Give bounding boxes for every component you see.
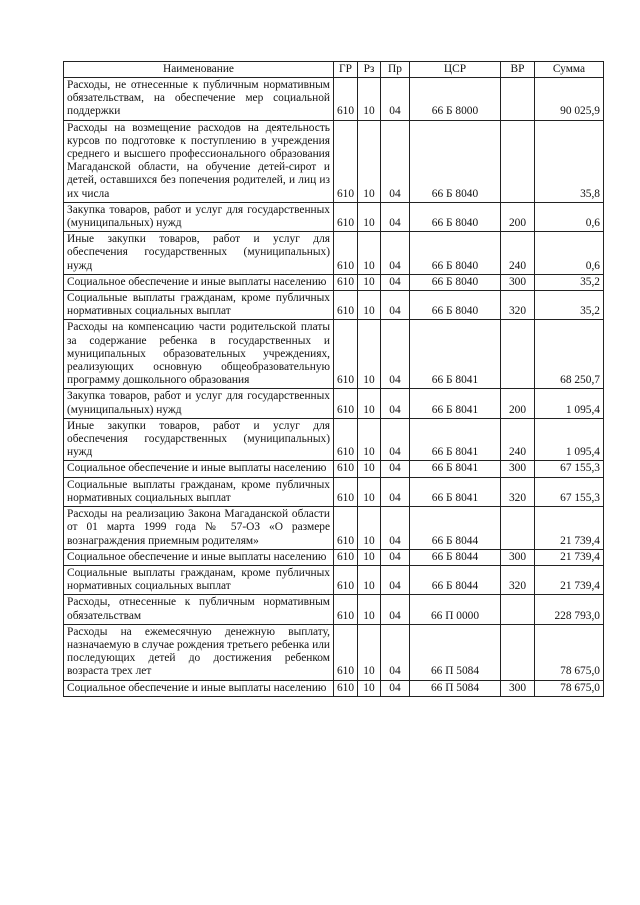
- cell-gr: 610: [334, 202, 358, 231]
- cell-name: Социальное обеспечение и иные выплаты населению: [64, 549, 334, 565]
- cell-csr: 66 Б 8041: [410, 418, 501, 461]
- cell-csr: 66 Б 8040: [410, 291, 501, 320]
- cell-gr: 610: [334, 624, 358, 680]
- cell-name: Социальное обеспечение и иные выплаты населению: [64, 680, 334, 696]
- cell-vr: 240: [501, 232, 535, 275]
- cell-gr: 610: [334, 291, 358, 320]
- cell-vr: 300: [501, 680, 535, 696]
- cell-csr: 66 П 5084: [410, 624, 501, 680]
- cell-csr: 66 Б 8040: [410, 120, 501, 202]
- cell-vr: [501, 320, 535, 389]
- cell-gr: 610: [334, 78, 358, 121]
- cell-rz: 10: [358, 461, 381, 477]
- cell-csr: 66 П 5084: [410, 680, 501, 696]
- cell-rz: 10: [358, 507, 381, 550]
- cell-csr: 66 Б 8040: [410, 202, 501, 231]
- header-gr: ГР: [334, 62, 358, 78]
- cell-vr: 320: [501, 477, 535, 506]
- cell-sum: 21 739,4: [535, 565, 604, 594]
- cell-name: Расходы на ежемесячную денежную выплату, назначаемую в случае рождения третьего ребенка или последующих детей до достижения ребенком возраста трех лет: [64, 624, 334, 680]
- cell-rz: 10: [358, 549, 381, 565]
- cell-pr: 04: [381, 477, 410, 506]
- table-row: [64, 507, 604, 550]
- cell-pr: 04: [381, 291, 410, 320]
- table-row: [64, 549, 604, 565]
- cell-csr: 66 Б 8041: [410, 477, 501, 506]
- table-header-row: [64, 62, 604, 78]
- cell-gr: 610: [334, 320, 358, 389]
- cell-gr: 610: [334, 418, 358, 461]
- cell-name: Иные закупки товаров, работ и услуг для обеспечения государственных (муниципальных) нужд: [64, 418, 334, 461]
- cell-pr: 04: [381, 624, 410, 680]
- cell-gr: 610: [334, 549, 358, 565]
- cell-sum: 35,2: [535, 291, 604, 320]
- cell-sum: 78 675,0: [535, 680, 604, 696]
- cell-pr: 04: [381, 418, 410, 461]
- header-csr: ЦСР: [410, 62, 501, 78]
- cell-name: Закупка товаров, работ и услуг для государственных (муниципальных) нужд: [64, 202, 334, 231]
- cell-name: Социальное обеспечение и иные выплаты населению: [64, 274, 334, 290]
- table-row: [64, 477, 604, 506]
- cell-sum: 21 739,4: [535, 507, 604, 550]
- budget-table: [63, 61, 604, 697]
- cell-name: Расходы, отнесенные к публичным нормативным обязательствам: [64, 595, 334, 624]
- cell-sum: 35,2: [535, 274, 604, 290]
- cell-gr: 610: [334, 477, 358, 506]
- cell-gr: 610: [334, 507, 358, 550]
- table-row: [64, 274, 604, 290]
- cell-sum: 67 155,3: [535, 477, 604, 506]
- cell-name: Расходы на реализацию Закона Магаданской области от 01 марта 1999 года № 57-ОЗ «О размере вознаграждения приемным родителям»: [64, 507, 334, 550]
- cell-vr: 240: [501, 418, 535, 461]
- cell-vr: 300: [501, 549, 535, 565]
- cell-csr: 66 Б 8044: [410, 565, 501, 594]
- cell-rz: 10: [358, 595, 381, 624]
- cell-sum: 35,8: [535, 120, 604, 202]
- cell-vr: [501, 120, 535, 202]
- cell-vr: 320: [501, 565, 535, 594]
- cell-rz: 10: [358, 320, 381, 389]
- table-row: [64, 232, 604, 275]
- cell-rz: 10: [358, 680, 381, 696]
- cell-name: Иные закупки товаров, работ и услуг для обеспечения государственных (муниципальных) нужд: [64, 232, 334, 275]
- cell-sum: 0,6: [535, 202, 604, 231]
- cell-sum: 0,6: [535, 232, 604, 275]
- table-row: [64, 624, 604, 680]
- header-sum: Сумма: [535, 62, 604, 78]
- cell-gr: 610: [334, 680, 358, 696]
- cell-csr: 66 Б 8041: [410, 320, 501, 389]
- cell-pr: 04: [381, 507, 410, 550]
- cell-rz: 10: [358, 120, 381, 202]
- cell-sum: 1 095,4: [535, 418, 604, 461]
- table-row: [64, 291, 604, 320]
- cell-vr: 300: [501, 461, 535, 477]
- cell-vr: [501, 595, 535, 624]
- table-row: [64, 680, 604, 696]
- cell-csr: 66 Б 8040: [410, 274, 501, 290]
- cell-sum: 68 250,7: [535, 320, 604, 389]
- cell-gr: 610: [334, 565, 358, 594]
- cell-pr: 04: [381, 202, 410, 231]
- table-row: [64, 461, 604, 477]
- cell-name: Социальные выплаты гражданам, кроме публичных нормативных социальных выплат: [64, 565, 334, 594]
- cell-gr: 610: [334, 274, 358, 290]
- cell-csr: 66 Б 8044: [410, 507, 501, 550]
- cell-rz: 10: [358, 202, 381, 231]
- cell-pr: 04: [381, 389, 410, 418]
- cell-name: Закупка товаров, работ и услуг для государственных (муниципальных) нужд: [64, 389, 334, 418]
- header-name: Наименование: [64, 62, 334, 78]
- cell-sum: 1 095,4: [535, 389, 604, 418]
- cell-name: Расходы на компенсацию части родительской платы за содержание ребенка в государственных и муниципальных образовательных учреждениях, реализующих основную общеобразовательную программу дошкольного образования: [64, 320, 334, 389]
- table-row: [64, 418, 604, 461]
- header-pr: Пр: [381, 62, 410, 78]
- cell-vr: [501, 507, 535, 550]
- cell-vr: 200: [501, 389, 535, 418]
- cell-gr: 610: [334, 461, 358, 477]
- cell-vr: 200: [501, 202, 535, 231]
- cell-csr: 66 Б 8041: [410, 389, 501, 418]
- cell-pr: 04: [381, 595, 410, 624]
- budget-table-page: [63, 61, 603, 697]
- table-row: [64, 202, 604, 231]
- cell-vr: 300: [501, 274, 535, 290]
- cell-csr: 66 Б 8040: [410, 232, 501, 275]
- cell-pr: 04: [381, 78, 410, 121]
- table-row: [64, 78, 604, 121]
- cell-rz: 10: [358, 78, 381, 121]
- cell-rz: 10: [358, 477, 381, 506]
- cell-rz: 10: [358, 274, 381, 290]
- cell-gr: 610: [334, 595, 358, 624]
- cell-csr: 66 Б 8000: [410, 78, 501, 121]
- cell-sum: 228 793,0: [535, 595, 604, 624]
- table-row: [64, 389, 604, 418]
- cell-name: Социальные выплаты гражданам, кроме публичных нормативных социальных выплат: [64, 477, 334, 506]
- cell-gr: 610: [334, 120, 358, 202]
- cell-gr: 610: [334, 232, 358, 275]
- table-row: [64, 595, 604, 624]
- cell-vr: [501, 624, 535, 680]
- cell-pr: 04: [381, 274, 410, 290]
- cell-rz: 10: [358, 624, 381, 680]
- table-row: [64, 565, 604, 594]
- cell-rz: 10: [358, 565, 381, 594]
- table-row: [64, 120, 604, 202]
- cell-rz: 10: [358, 389, 381, 418]
- cell-csr: 66 Б 8041: [410, 461, 501, 477]
- cell-csr: 66 П 0000: [410, 595, 501, 624]
- cell-vr: [501, 78, 535, 121]
- cell-pr: 04: [381, 120, 410, 202]
- cell-rz: 10: [358, 418, 381, 461]
- cell-rz: 10: [358, 232, 381, 275]
- cell-gr: 610: [334, 389, 358, 418]
- cell-pr: 04: [381, 680, 410, 696]
- header-rz: Рз: [358, 62, 381, 78]
- cell-name: Расходы, не отнесенные к публичным нормативным обязательствам, на обеспечение мер социальной поддержки: [64, 78, 334, 121]
- table-row: [64, 320, 604, 389]
- cell-pr: 04: [381, 232, 410, 275]
- cell-vr: 320: [501, 291, 535, 320]
- cell-name: Расходы на возмещение расходов на деятельность курсов по подготовке к поступлению в учреждения среднего и высшего профессионального образования Магаданской области, на обучение детей-сирот и детей, оставшихся без попечения родителей, и лиц из их числа: [64, 120, 334, 202]
- header-vr: ВР: [501, 62, 535, 78]
- cell-name: Социальные выплаты гражданам, кроме публичных нормативных социальных выплат: [64, 291, 334, 320]
- cell-pr: 04: [381, 320, 410, 389]
- cell-sum: 78 675,0: [535, 624, 604, 680]
- cell-pr: 04: [381, 549, 410, 565]
- cell-sum: 67 155,3: [535, 461, 604, 477]
- cell-sum: 90 025,9: [535, 78, 604, 121]
- cell-pr: 04: [381, 461, 410, 477]
- cell-pr: 04: [381, 565, 410, 594]
- cell-name: Социальное обеспечение и иные выплаты населению: [64, 461, 334, 477]
- cell-rz: 10: [358, 291, 381, 320]
- cell-csr: 66 Б 8044: [410, 549, 501, 565]
- cell-sum: 21 739,4: [535, 549, 604, 565]
